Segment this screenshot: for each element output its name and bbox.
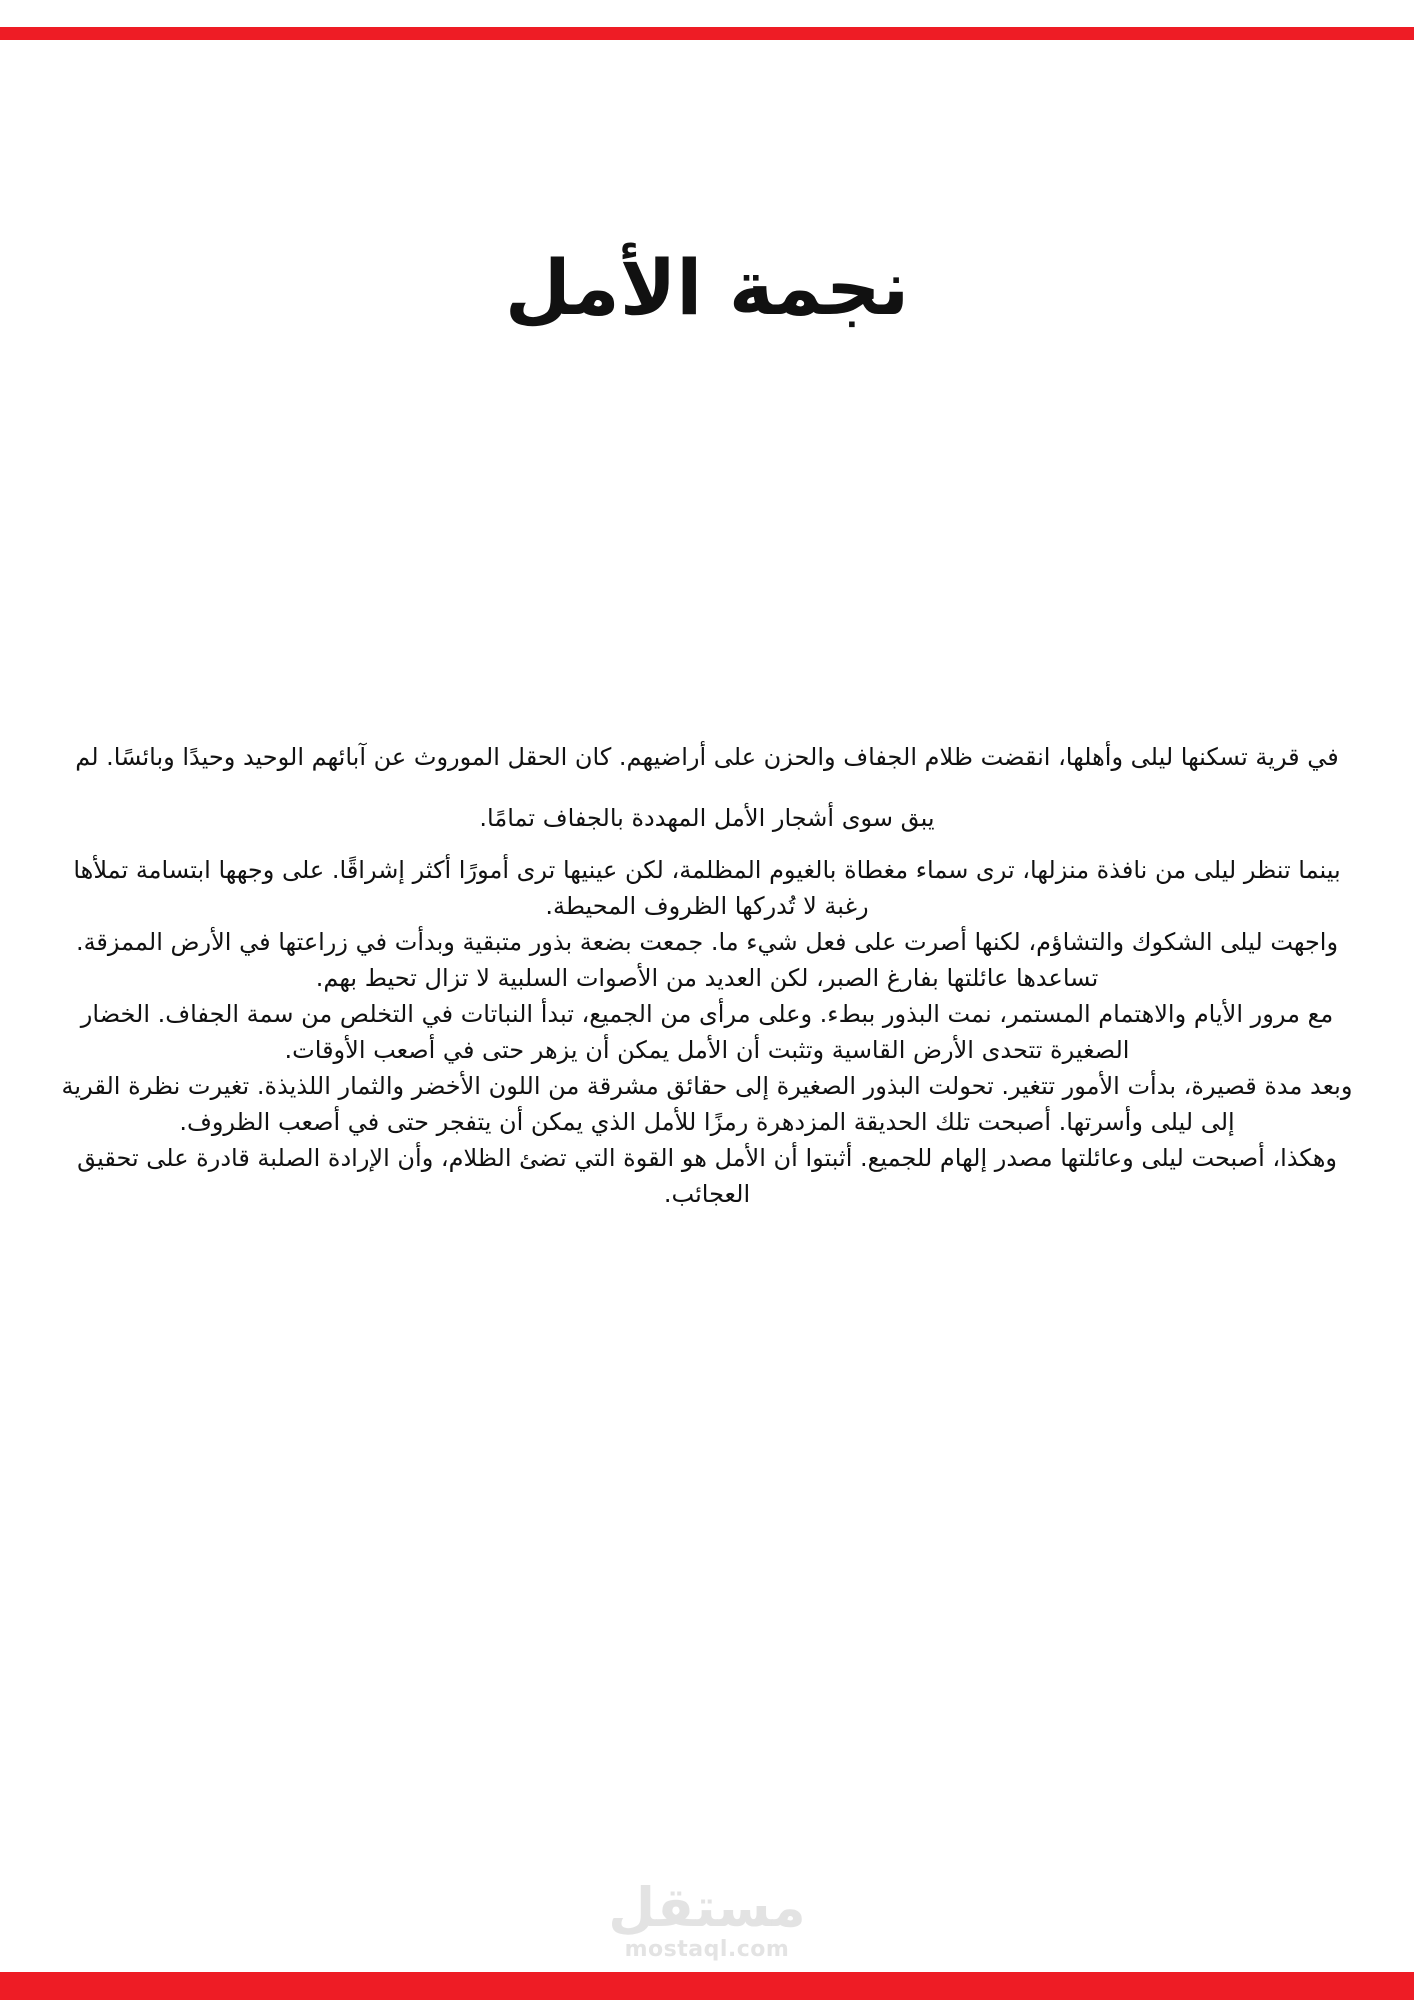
paragraph-4: مع مرور الأيام والاهتمام المستمر، نمت البذور ببطء. وعلى مرأى من الجميع، تبدأ النباتات في التخلص من سمة الجفاف. الخضار الصغيرة تتحدى الأرض القاسية وتثبت أن الأمل يمكن أن يزهر حتى في أصعب الأوقات.: [80, 1000, 1334, 1064]
paragraph-1-continuation: يبق سوى أشجار الأمل المهددة بالجفاف تمامًا.: [479, 804, 935, 832]
mostaql-watermark-logo: [607, 1878, 807, 1962]
watermark-domain: mostaql.com: [624, 1937, 790, 1962]
bottom-accent-bar: [0, 1972, 1414, 2000]
paragraph-2: بينما تنظر ليلى من نافذة منزلها، ترى سماء مغطاة بالغيوم المظلمة، لكن عينيها ترى أمورًا أكثر إشراقًا. على وجهها ابتسامة تملأها رغبة لا تُدركها الظروف المحيطة.: [73, 856, 1341, 920]
paragraph-5: وبعد مدة قصيرة، بدأت الأمور تتغير. تحولت البذور الصغيرة إلى حقائق مشرقة من اللون الأخضر والثمار اللذيذة. تغيرت نظرة القرية إلى ليلى وأسرتها. أصبحت تلك الحديقة المزدهرة رمزًا للأمل الذي يمكن أن يتفجر حتى في أصعب الظروف.: [61, 1072, 1353, 1136]
document-title: نجمة الأمل: [504, 243, 910, 332]
top-accent-bar: [0, 27, 1414, 40]
paragraph-1: في قرية تسكنها ليلى وأهلها، انقضت ظلام الجفاف والحزن على أراضيهم. كان الحقل الموروث عن آبائهم الوحيد وحيدًا وبائسًا. لم: [75, 743, 1339, 771]
watermark-word: مستقل: [608, 1876, 806, 1939]
document-body: [50, 738, 1364, 1212]
paragraph-6: وهكذا، أصبحت ليلى وعائلتها مصدر إلهام للجميع. أثبتوا أن الأمل هو القوة التي تضئ الظلام، وأن الإرادة الصلبة قادرة على تحقيق العجائب.: [77, 1144, 1337, 1208]
paragraph-3: واجهت ليلى الشكوك والتشاؤم، لكنها أصرت على فعل شيء ما. جمعت بضعة بذور متبقية وبدأت في زراعتها في الأرض الممزقة. تساعدها عائلتها بفارغ الصبر، لكن العديد من الأصوات السلبية لا تزال تحيط بهم.: [75, 928, 1339, 992]
